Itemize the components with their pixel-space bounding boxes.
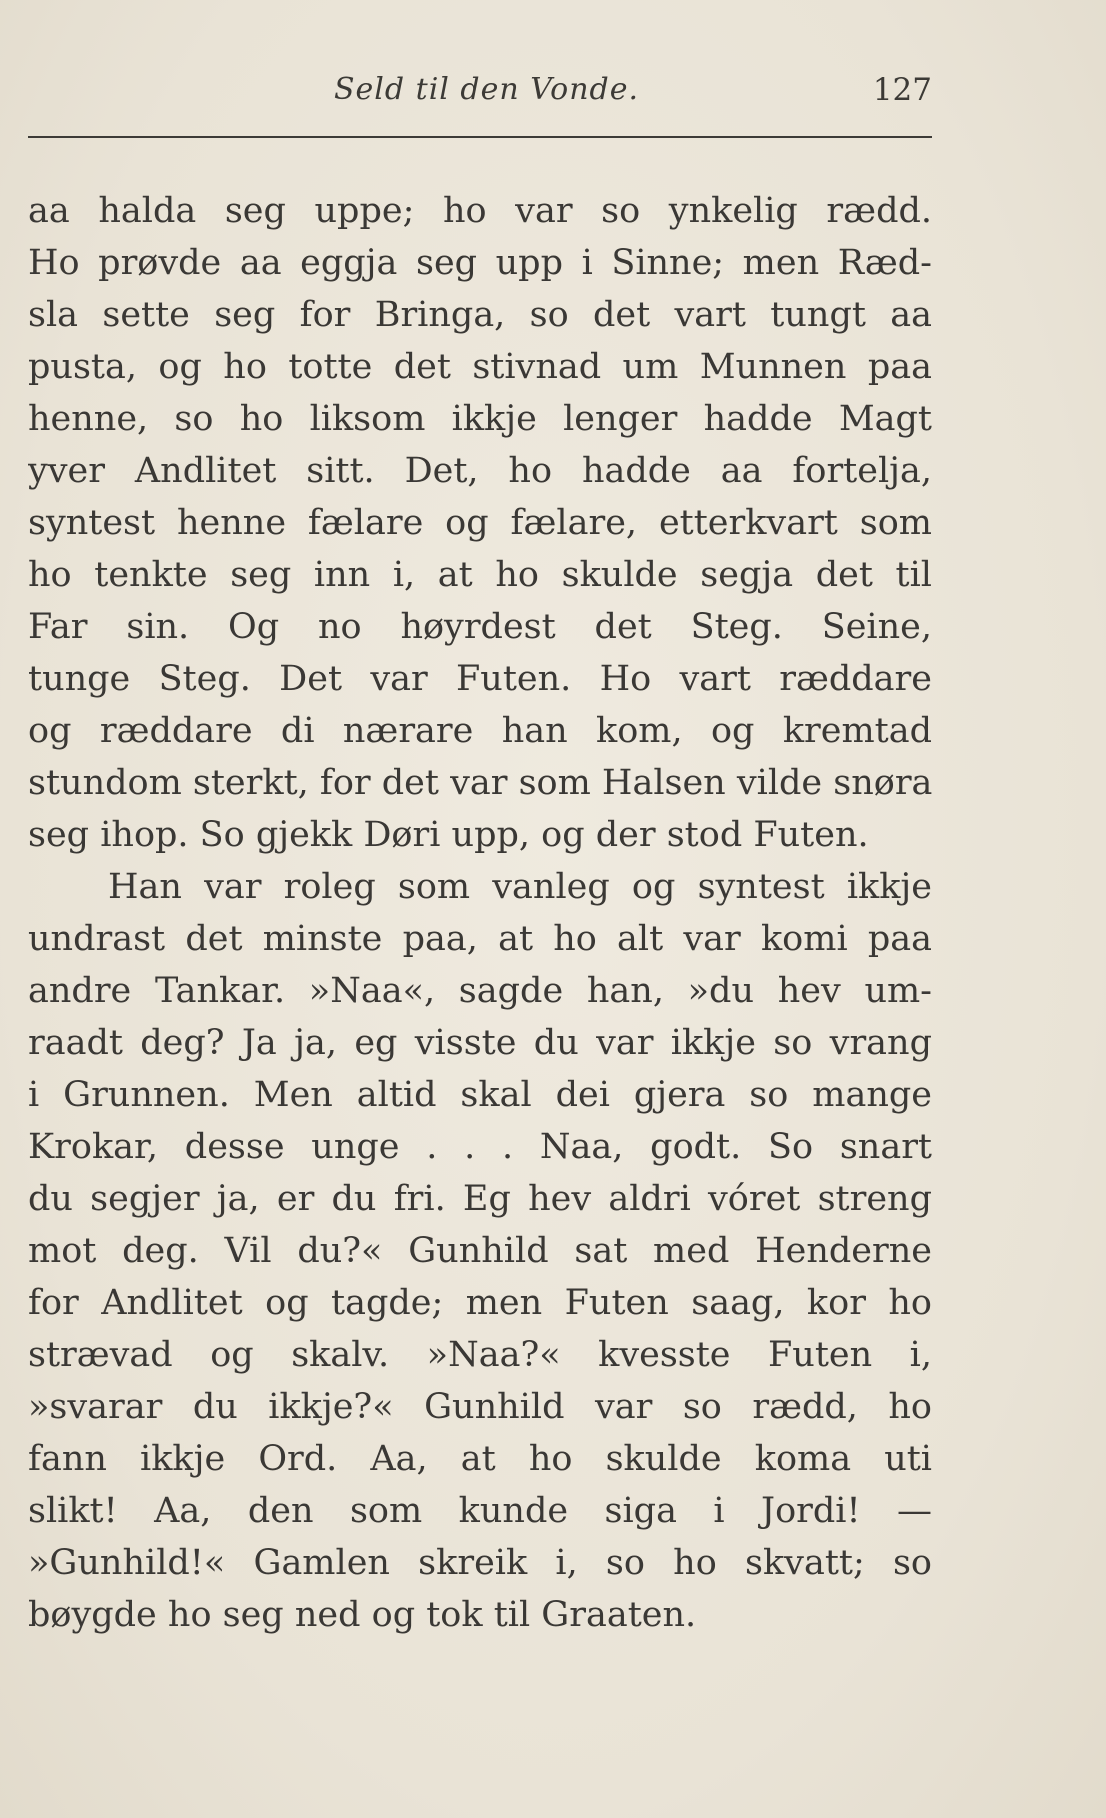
paragraph-1 [28,185,932,861]
text-line: Ho prøvde aa eggja seg upp i Sinne; men Ræd- [28,243,932,283]
text-line: mot deg. Vil du?« Gunhild sat med Henderne [28,1231,932,1271]
text-line: du segjer ja, er du fri. Eg hev aldri vóret streng [28,1179,932,1219]
paragraph-2 [28,861,932,1641]
text-line: raadt deg? Ja ja, eg visste du var ikkje so vrang [28,1023,932,1063]
text-line: yver Andlitet sitt. Det, ho hadde aa fortelja, [28,451,932,491]
page-number: 127 [872,72,932,108]
body-text [28,185,932,1641]
text-line: pusta, og ho totte det stivnad um Munnen paa [28,347,932,387]
text-line: undrast det minste paa, at ho alt var komi paa [28,919,932,959]
text-line: Krokar, desse unge . . . Naa, godt. So snart [28,1127,932,1167]
text-line: fann ikkje Ord. Aa, at ho skulde koma uti [28,1439,932,1479]
text-line: »Gunhild!« Gamlen skreik i, so ho skvatt; so [28,1543,932,1583]
header-rule [28,136,932,138]
text-line: tunge Steg. Det var Futen. Ho vart ræddare [28,659,932,699]
text-line: aa halda seg uppe; ho var so ynkelig rædd. [28,191,932,231]
text-line: strævad og skalv. »Naa?« kvesste Futen i, [28,1335,932,1375]
text-line: stundom sterkt, for det var som Halsen vilde snøra [28,763,932,803]
text-line: bøygde ho seg ned og tok til Graaten. [28,1595,697,1635]
text-line: sla sette seg for Bringa, so det vart tungt aa [28,295,932,335]
text-line: i Grunnen. Men altid skal dei gjera so mange [28,1075,932,1115]
running-title: Seld til den Vonde. [334,72,640,107]
text-line: andre Tankar. »Naa«, sagde han, »du hev um- [28,971,932,1011]
text-line: slikt! Aa, den som kunde siga i Jordi! — [28,1491,932,1531]
text-line: Far sin. Og no høyrdest det Steg. Seine, [28,607,932,647]
text-line: syntest henne fælare og fælare, etterkvart som [28,503,932,543]
text-line: for Andlitet og tagde; men Futen saag, kor ho [28,1283,932,1323]
text-line: Han var roleg som vanleg og syntest ikkje [108,867,932,907]
text-line: ho tenkte seg inn i, at ho skulde segja det til [28,555,932,595]
text-line: og ræddare di nærare han kom, og kremtad [28,711,932,751]
text-line: »svarar du ikkje?« Gunhild var so rædd, ho [28,1387,932,1427]
text-line: seg ihop. So gjekk Døri upp, og der stod Futen. [28,815,869,855]
text-line: henne, so ho liksom ikkje lenger hadde Magt [28,399,932,439]
page-header [28,68,932,116]
